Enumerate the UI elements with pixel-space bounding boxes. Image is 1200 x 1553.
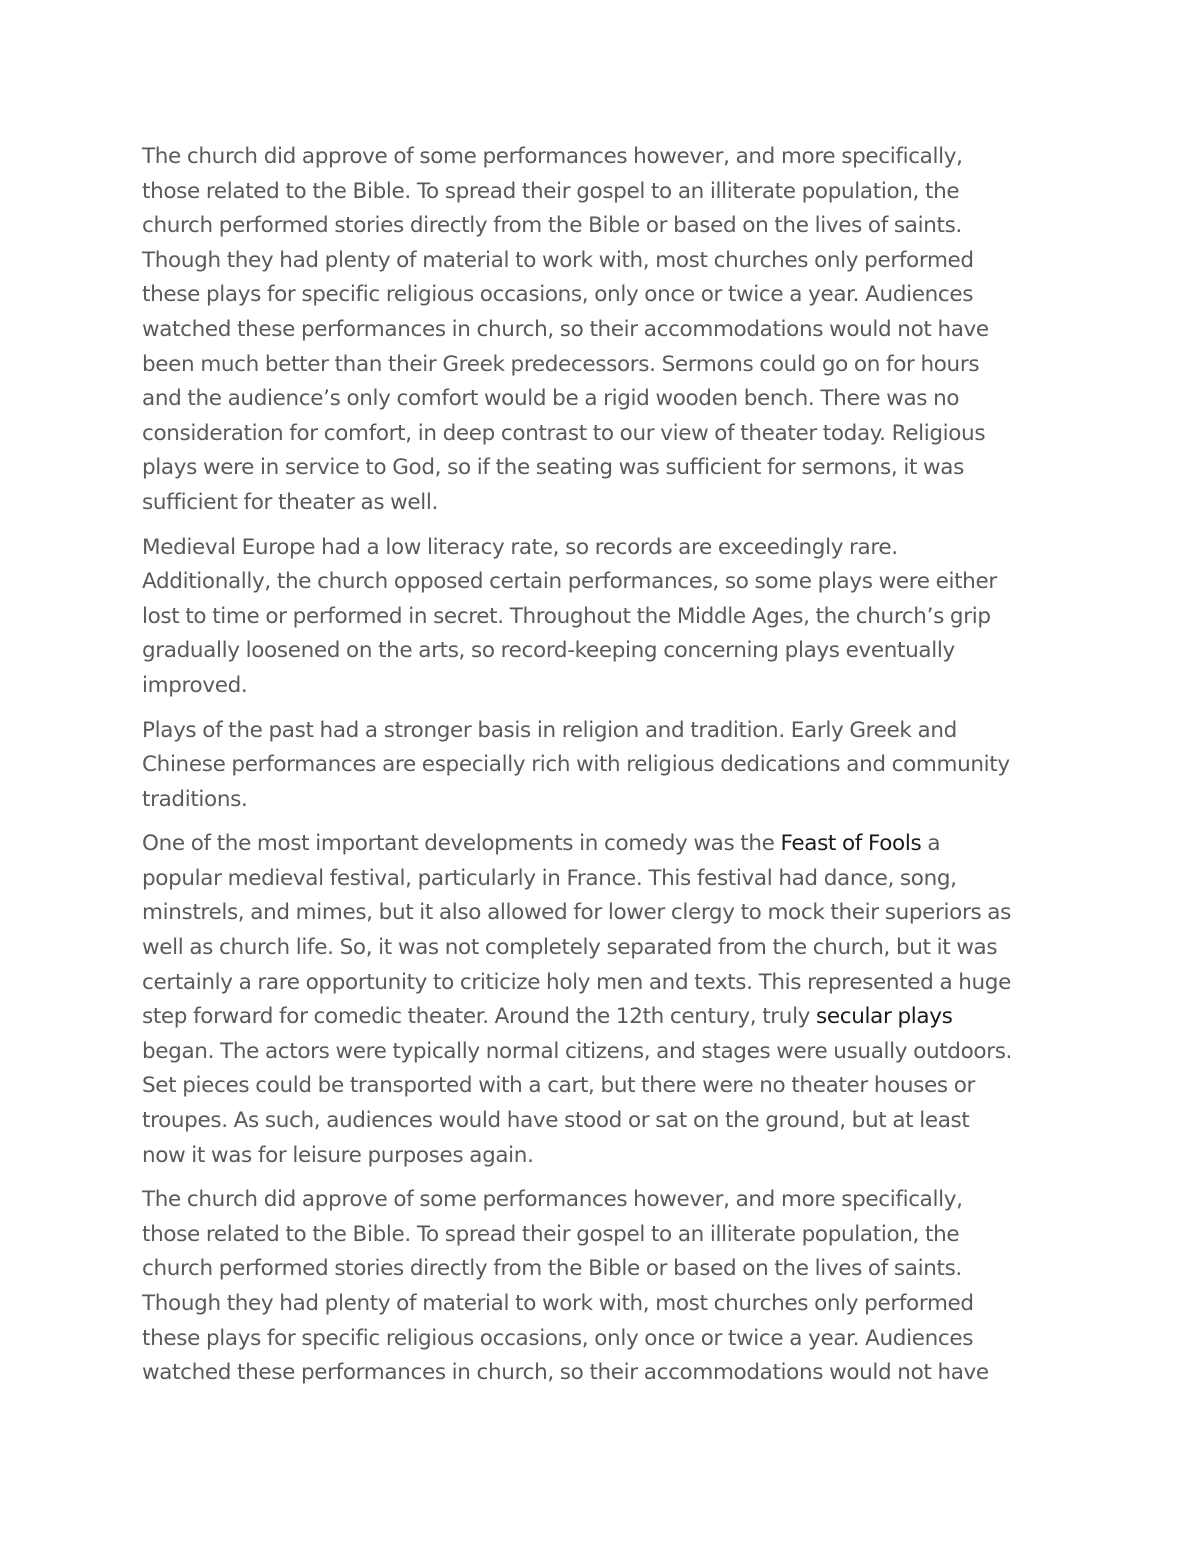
document-body	[142, 140, 1067, 1401]
text-line: church performed stories directly from the Bible or based on the lives of saints.	[142, 213, 962, 239]
text-line: began. The actors were typically normal citizens, and stages were usually outdoors.	[142, 1038, 1013, 1064]
text-line: and the audience’s only comfort would be a rigid wooden bench. There was no	[142, 386, 960, 412]
text-line: those related to the Bible. To spread their gospel to an illiterate population, the	[142, 1221, 960, 1247]
text-line: been much better than their Greek predecessors. Sermons could go on for hours	[142, 351, 980, 377]
text-line: minstrels, and mimes, but it also allowed for lower clergy to mock their superiors as	[142, 900, 1011, 926]
text-segment: One of the most important developments in comedy was the	[142, 831, 781, 857]
text-line: The church did approve of some performances however, and more specifically,	[142, 1187, 963, 1213]
text-line: consideration for comfort, in deep contrast to our view of theater today. Religious	[142, 420, 986, 446]
paragraph-church-approval-repeat	[142, 1183, 1067, 1391]
text-line: Additionally, the church opposed certain performances, so some plays were either	[142, 569, 997, 595]
text-line: lost to time or performed in secret. Throughout the Middle Ages, the church’s grip	[142, 603, 991, 629]
text-line: Plays of the past had a stronger basis in religion and tradition. Early Greek and	[142, 717, 957, 743]
paragraph-church-approval	[142, 140, 1067, 521]
text-line: sufficient for theater as well.	[142, 489, 438, 515]
text-line: improved.	[142, 672, 248, 698]
paragraph-plays-of-past	[142, 714, 1067, 818]
text-line: these plays for specific religious occasions, only once or twice a year. Audiences	[142, 1325, 974, 1351]
text-line: traditions.	[142, 786, 248, 812]
text-segment: a	[921, 831, 941, 857]
text-line: Medieval Europe had a low literacy rate, so records are exceedingly rare.	[142, 534, 898, 560]
secular-plays-link[interactable]: secular plays	[816, 1004, 953, 1030]
text-line: The church did approve of some performances however, and more specifically,	[142, 144, 963, 169]
text-line: Chinese performances are especially rich with religious dedications and community	[142, 752, 1010, 778]
text-line: troupes. As such, audiences would have stood or sat on the ground, but at least	[142, 1108, 970, 1134]
text-line: plays were in service to God, so if the seating was sufficient for sermons, it was	[142, 455, 964, 481]
text-line: now it was for leisure purposes again.	[142, 1142, 534, 1168]
paragraph-literacy	[142, 531, 1067, 704]
feast-of-fools-link[interactable]: Feast of Fools	[780, 831, 922, 857]
text-line	[142, 827, 1067, 862]
paragraph-feast-of-fools	[142, 827, 1067, 1173]
text-line: Though they had plenty of material to work with, most churches only performed	[142, 247, 974, 273]
text-line	[142, 1000, 1067, 1035]
text-line: those related to the Bible. To spread their gospel to an illiterate population, the	[142, 178, 960, 204]
text-line: church performed stories directly from the Bible or based on the lives of saints.	[142, 1256, 962, 1282]
text-line: watched these performances in church, so their accommodations would not have	[142, 1360, 989, 1386]
text-line: certainly a rare opportunity to criticize holy men and texts. This represented a huge	[142, 969, 1011, 995]
text-line: gradually loosened on the arts, so record-keeping concerning plays eventually	[142, 638, 955, 664]
text-line: well as church life. So, it was not completely separated from the church, but it was	[142, 935, 998, 961]
text-line: watched these performances in church, so their accommodations would not have	[142, 316, 989, 342]
text-segment: step forward for comedic theater. Around the 12th century, truly	[142, 1004, 817, 1030]
text-line: Set pieces could be transported with a cart, but there were no theater houses or	[142, 1073, 976, 1099]
text-line: Though they had plenty of material to work with, most churches only performed	[142, 1291, 974, 1316]
text-line: popular medieval festival, particularly in France. This festival had dance, song,	[142, 865, 957, 891]
text-line: these plays for specific religious occasions, only once or twice a year. Audiences	[142, 282, 974, 308]
